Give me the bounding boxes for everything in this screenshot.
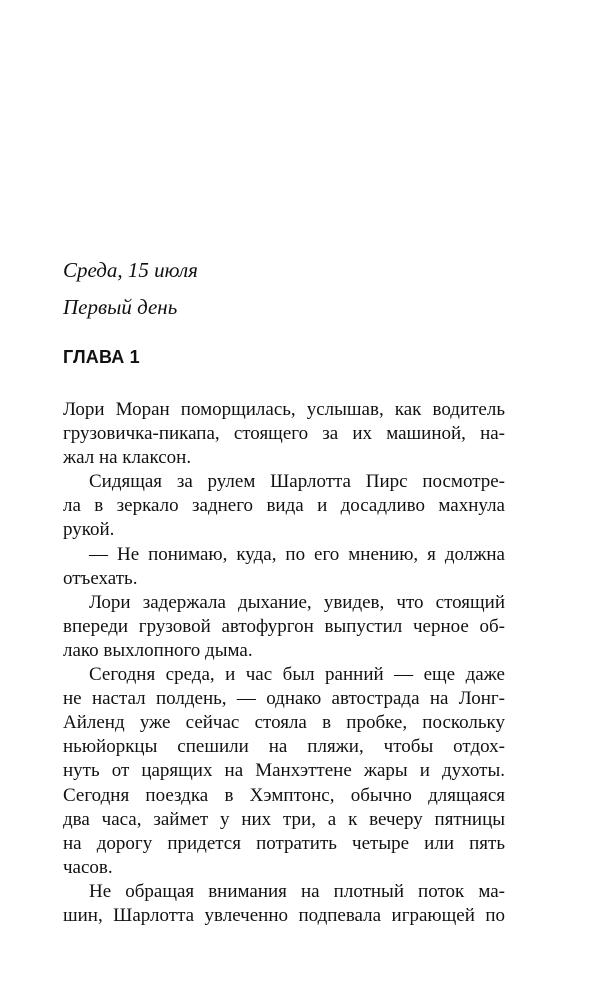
chapter-title: ГЛАВА 1 xyxy=(63,347,140,367)
text-line: Сегодня среда, и час был ранний — еще даже xyxy=(89,664,505,686)
text-line: лако выхлопного дыма. xyxy=(63,639,253,661)
text-line: отъехать. xyxy=(63,567,138,589)
text-line: два часа, займет у них три, а к вечеру пятницы xyxy=(63,808,505,830)
text-line: Лори задержала дыхание, увидев, что стоящий xyxy=(89,591,505,613)
text-line: не настал полдень, — однако автострада на Лонг- xyxy=(63,688,505,710)
text-line: Лори Моран поморщилась, услышав, как водитель xyxy=(63,399,505,420)
chapter-date: Среда, 15 июля xyxy=(63,258,198,282)
text-line: часов. xyxy=(63,856,113,878)
text-line: грузовичка-пикапа, стоящего за их машиной, на- xyxy=(63,423,505,445)
text-line: на дорогу придется потратить четыре или пять xyxy=(63,832,505,854)
text-line: Айленд уже сейчас стояла в пробке, поскольку xyxy=(63,712,505,734)
text-line: ньюйоркцы спешили на пляжи, чтобы отдох- xyxy=(63,736,505,758)
text-line: — Не понимаю, куда, по его мнению, я должна xyxy=(89,543,505,565)
text-line: Не обращая внимания на плотный поток ма- xyxy=(89,880,505,902)
chapter-body-text xyxy=(63,398,505,928)
text-line: нуть от царящих на Манхэттене жары и духоты. xyxy=(63,760,505,782)
text-line: шин, Шарлотта увлеченно подпевала играющей по xyxy=(63,904,505,926)
text-line: Сегодня поездка в Хэмптонс, обычно длящаяся xyxy=(63,784,505,806)
text-line: рукой. xyxy=(63,519,115,541)
text-line: жал на клаксон. xyxy=(63,447,192,469)
text-line: Сидящая за рулем Шарлотта Пирс посмотре- xyxy=(89,471,505,493)
text-line: впереди грузовой автофургон выпустил черное об- xyxy=(63,615,505,637)
text-line: ла в зеркало заднего вида и досадливо махнула xyxy=(63,495,505,517)
chapter-day: Первый день xyxy=(63,295,178,319)
